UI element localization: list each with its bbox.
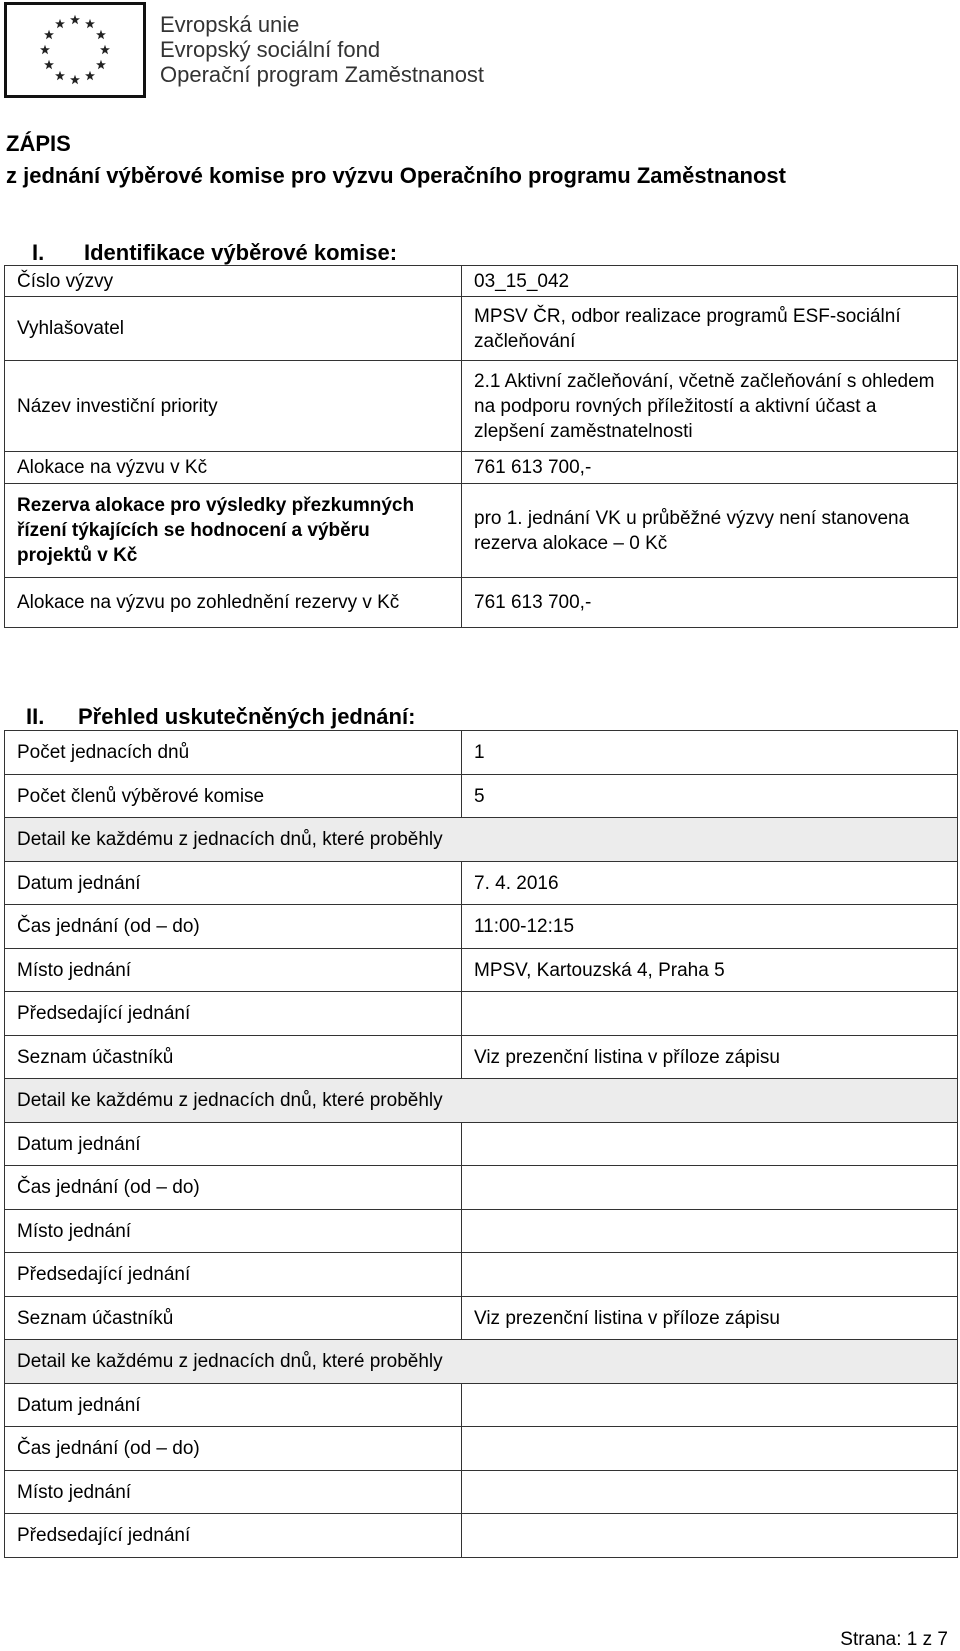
detail-header: Detail ke každému z jednacích dnů, které proběhly [5, 818, 958, 862]
table-row [5, 1297, 958, 1340]
count-members-value: 5 [462, 775, 958, 818]
time-value [462, 1166, 958, 1210]
table-row [5, 775, 958, 818]
place-label: Místo jednání [5, 949, 462, 992]
date-value: 7. 4. 2016 [462, 862, 958, 905]
date-label: Datum jednání [5, 1384, 462, 1427]
table-row [5, 484, 958, 578]
table-row [5, 1123, 958, 1166]
table-row [5, 266, 958, 297]
chair-label: Předsedající jednání [5, 1514, 462, 1558]
table-row [5, 1340, 958, 1384]
time-label: Čas jednání (od – do) [5, 1166, 462, 1210]
row-label-allocation-after-reserve: Alokace na výzvu po zohlednění rezervy v Kč [5, 578, 462, 628]
star-icon [44, 30, 54, 39]
document-title: ZÁPIS [6, 131, 71, 156]
detail-header: Detail ke každému z jednacích dnů, které proběhly [5, 1079, 958, 1123]
section-2-title-text: Přehled uskutečněných jednání: [78, 704, 416, 729]
logo-text [160, 12, 484, 87]
date-label: Datum jednání [5, 862, 462, 905]
section-2-number: II. [26, 704, 45, 729]
place-value [462, 1471, 958, 1514]
table-row [5, 361, 958, 452]
chair-value [462, 992, 958, 1036]
place-value [462, 1210, 958, 1253]
time-value [462, 1427, 958, 1471]
chair-label: Předsedající jednání [5, 1253, 462, 1297]
date-value [462, 1384, 958, 1427]
logo-line-1: Evropská unie [160, 12, 300, 37]
chair-label: Předsedající jednání [5, 992, 462, 1036]
date-value [462, 1123, 958, 1166]
table-row [5, 1166, 958, 1210]
section-1-title-text: Identifikace výběrové komise: [84, 240, 398, 265]
star-icon [70, 15, 80, 24]
star-icon [40, 45, 50, 54]
document-subtitle: z jednání výběrové komise pro výzvu Operačního programu Zaměstnanost [6, 163, 786, 188]
table-row [5, 731, 958, 775]
table-row [5, 297, 958, 361]
star-icon [100, 45, 110, 54]
chair-value [462, 1253, 958, 1297]
table-row [5, 1253, 958, 1297]
table-row [5, 452, 958, 484]
row-value-reserve: pro 1. jednání VK u průběžné výzvy není stanovena rezerva alokace – 0 Kč [462, 484, 958, 578]
place-label: Místo jednání [5, 1471, 462, 1514]
participants-label: Seznam účastníků [5, 1036, 462, 1079]
row-value-allocation: 761 613 700,- [462, 452, 958, 484]
participants-label: Seznam účastníků [5, 1297, 462, 1340]
count-days-value: 1 [462, 731, 958, 775]
star-icon [96, 30, 106, 39]
table-row [5, 905, 958, 949]
document-heading [6, 128, 786, 192]
section-2-title [26, 704, 415, 730]
count-days-label: Počet jednacích dnů [5, 731, 462, 775]
table-row [5, 1384, 958, 1427]
table-row [5, 578, 958, 628]
row-label-investment-priority: Název investiční priority [5, 361, 462, 452]
participants-value: Viz prezenční listina v příloze zápisu [462, 1036, 958, 1079]
row-label-allocation: Alokace na výzvu v Kč [5, 452, 462, 484]
row-value-announcer: MPSV ČR, odbor realizace programů ESF-sociální začleňování [462, 297, 958, 361]
table-row [5, 1036, 958, 1079]
table-row [5, 1079, 958, 1123]
star-icon [44, 60, 54, 69]
row-value-call-number: 03_15_042 [462, 266, 958, 297]
date-label: Datum jednání [5, 1123, 462, 1166]
time-label: Čas jednání (od – do) [5, 905, 462, 949]
table-row [5, 949, 958, 992]
place-label: Místo jednání [5, 1210, 462, 1253]
logo-line-3: Operační program Zaměstnanost [160, 62, 485, 87]
row-value-allocation-after-reserve: 761 613 700,- [462, 578, 958, 628]
eu-flag-icon [4, 2, 146, 98]
table-row [5, 1514, 958, 1558]
logo-line-2: Evropský sociální fond [160, 37, 381, 62]
star-icon [85, 71, 95, 80]
table-row [5, 818, 958, 862]
time-label: Čas jednání (od – do) [5, 1427, 462, 1471]
table-row [5, 1471, 958, 1514]
table-row [5, 1427, 958, 1471]
table-row [5, 862, 958, 905]
star-icon [96, 60, 106, 69]
table-row [5, 1210, 958, 1253]
star-icon [55, 71, 65, 80]
star-icon [55, 19, 65, 28]
place-value: MPSV, Kartouzská 4, Praha 5 [462, 949, 958, 992]
participants-value: Viz prezenční listina v příloze zápisu [462, 1297, 958, 1340]
row-label-reserve: Rezerva alokace pro výsledky přezkumných řízení týkajících se hodnocení a výběru projektů v Kč [5, 484, 462, 578]
row-value-investment-priority: 2.1 Aktivní začleňování, včetně začleňování s ohledem na podporu rovných příležitostí a aktivní účast a zlepšení zaměstnatelnosti [462, 361, 958, 452]
page-number: Strana: 1 z 7 [840, 1629, 948, 1650]
section-1-title [32, 240, 397, 266]
chair-value [462, 1514, 958, 1558]
detail-header: Detail ke každému z jednacích dnů, které proběhly [5, 1340, 958, 1384]
row-label-call-number: Číslo výzvy [5, 266, 462, 297]
row-label-announcer: Vyhlašovatel [5, 297, 462, 361]
star-icon [85, 19, 95, 28]
section-1-number: I. [32, 240, 45, 265]
identification-table [4, 265, 958, 628]
table-row [5, 992, 958, 1036]
meetings-table [4, 730, 958, 1558]
count-members-label: Počet členů výběrové komise [5, 775, 462, 818]
star-icon [70, 75, 80, 84]
time-value: 11:00-12:15 [462, 905, 958, 949]
